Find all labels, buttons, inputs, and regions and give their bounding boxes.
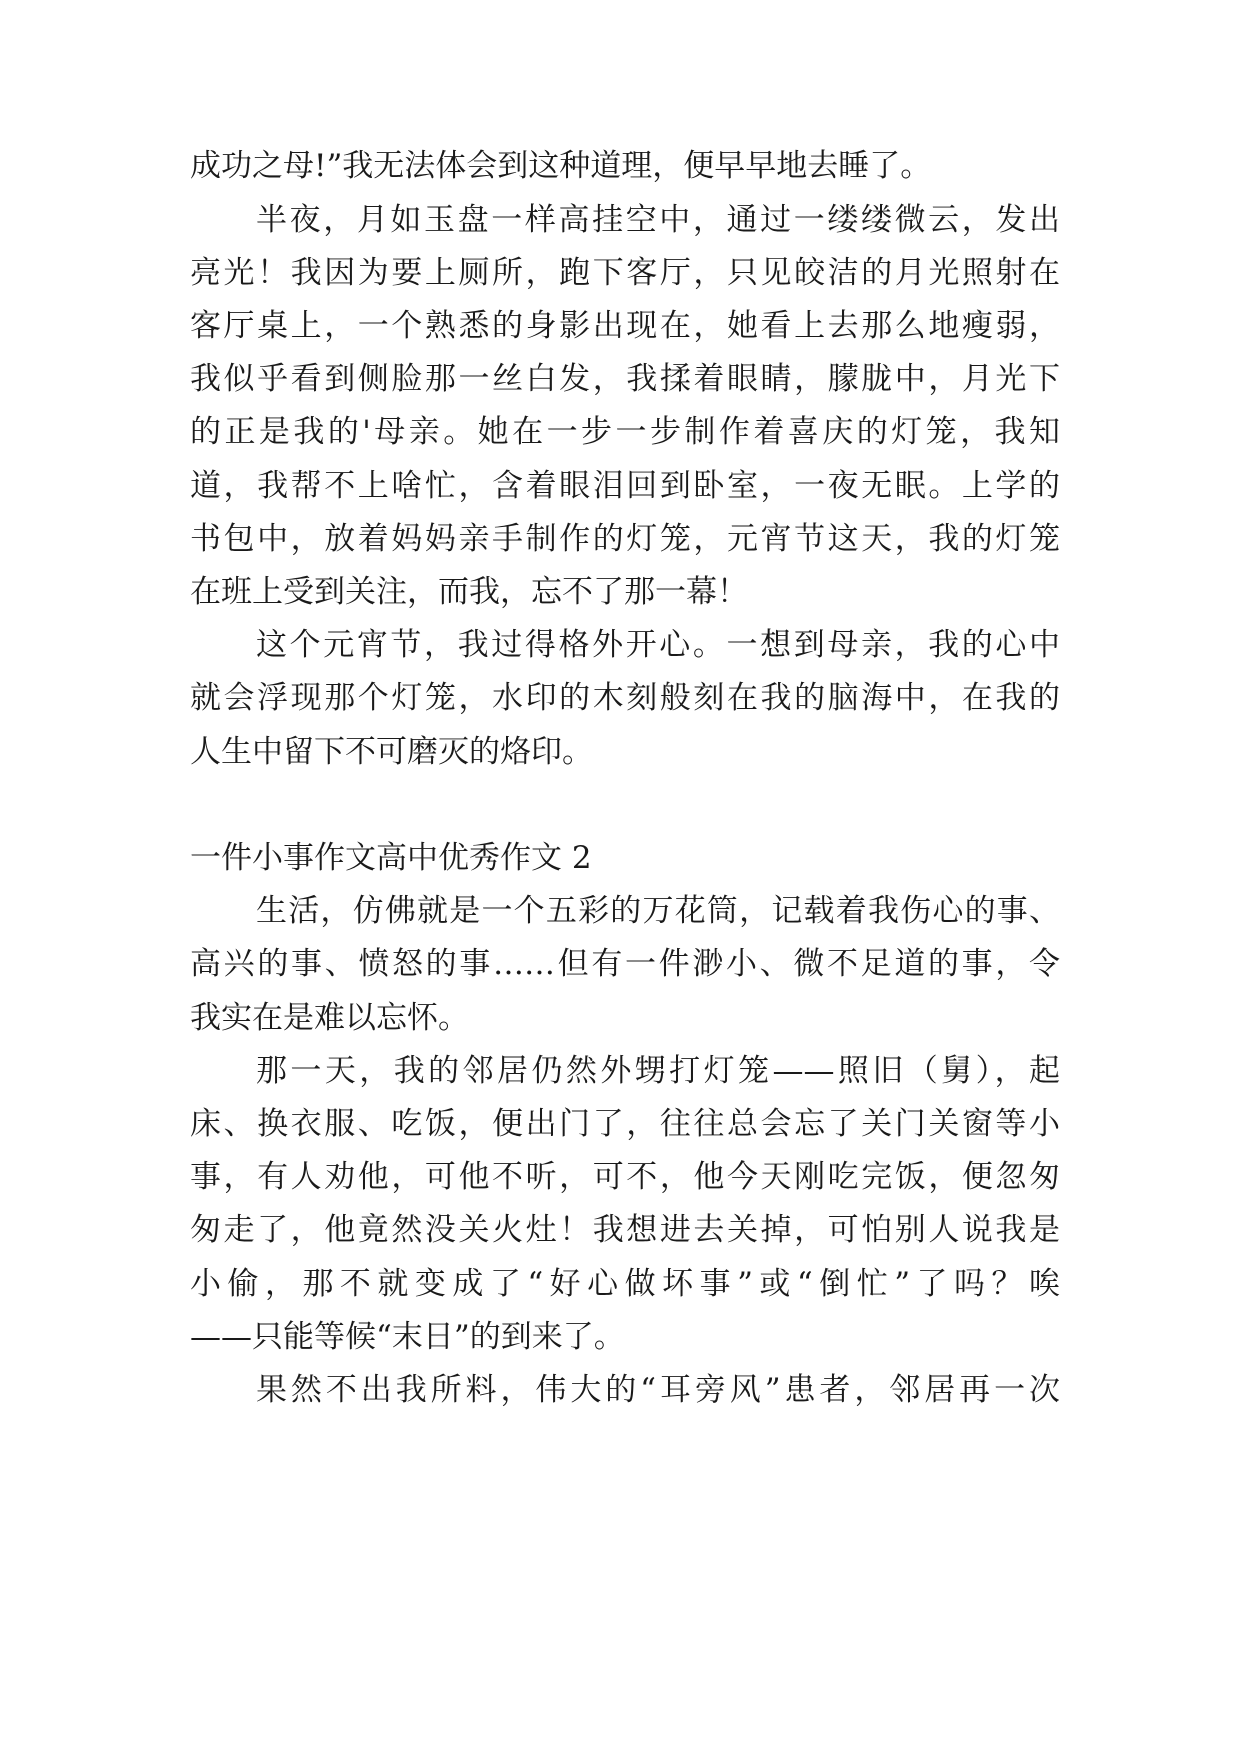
text-line: 匆走了，他竟然没关火灶！我想进去关掉，可怕别人说我是: [190, 1212, 1060, 1248]
text-line: 床、换衣服、吃饭，便出门了，往往总会忘了关门关窗等小: [190, 1106, 1060, 1142]
paragraph-first-line: 生活，仿佛就是一个五彩的万花筒，记载着我伤心的事、: [256, 893, 1060, 929]
paragraph-first-line: 那一天，我的邻居仍然外甥打灯笼——照旧（舅），起: [256, 1053, 1060, 1089]
text-line: 道，我帮不上啥忙，含着眼泪回到卧室，一夜无眠。上学的: [190, 468, 1060, 504]
text-line: ——只能等候“末日”的到来了。: [190, 1319, 625, 1355]
text-line: 在班上受到关注，而我，忘不了那一幕！: [190, 574, 748, 610]
text-line: 我实在是难以忘怀。: [190, 1000, 469, 1036]
text-line: 高兴的事、愤怒的事……但有一件渺小、微不足道的事，令: [190, 946, 1060, 982]
paragraph-first-line: 果然不出我所料，伟大的“耳旁风”患者，邻居再一次: [256, 1372, 1060, 1408]
text-line: 客厅桌上，一个熟悉的身影出现在，她看上去那么地瘦弱，: [190, 308, 1060, 344]
text-line: 就会浮现那个灯笼，水印的木刻般刻在我的脑海中，在我的: [190, 680, 1060, 716]
text-line: 人生中留下不可磨灭的烙印。: [190, 734, 593, 770]
text-line: 成功之母!”我无法体会到这种道理，便早早地去睡了。: [190, 148, 932, 184]
paragraph-first-line: 半夜，月如玉盘一样高挂空中，通过一缕缕微云，发出: [256, 202, 1060, 238]
section-title: 一件小事作文高中优秀作文 2: [190, 840, 592, 876]
paragraph-first-line: 这个元宵节，我过得格外开心。一想到母亲，我的心中: [256, 627, 1060, 663]
text-line: 亮光！我因为要上厕所，跑下客厅，只见皎洁的月光照射在: [190, 255, 1060, 291]
text-line: 事，有人劝他，可他不听，可不，他今天刚吃完饭，便忽匆: [190, 1159, 1060, 1195]
text-line: 我似乎看到侧脸那一丝白发，我揉着眼睛，朦胧中，月光下: [190, 361, 1060, 397]
text-line: 小偷，那不就变成了“好心做坏事”或“倒忙”了吗？唉: [190, 1266, 1060, 1302]
text-line: 的正是我的'母亲。她在一步一步制作着喜庆的灯笼，我知: [190, 414, 1060, 450]
text-line: 书包中，放着妈妈亲手制作的灯笼，元宵节这天，我的灯笼: [190, 521, 1060, 557]
